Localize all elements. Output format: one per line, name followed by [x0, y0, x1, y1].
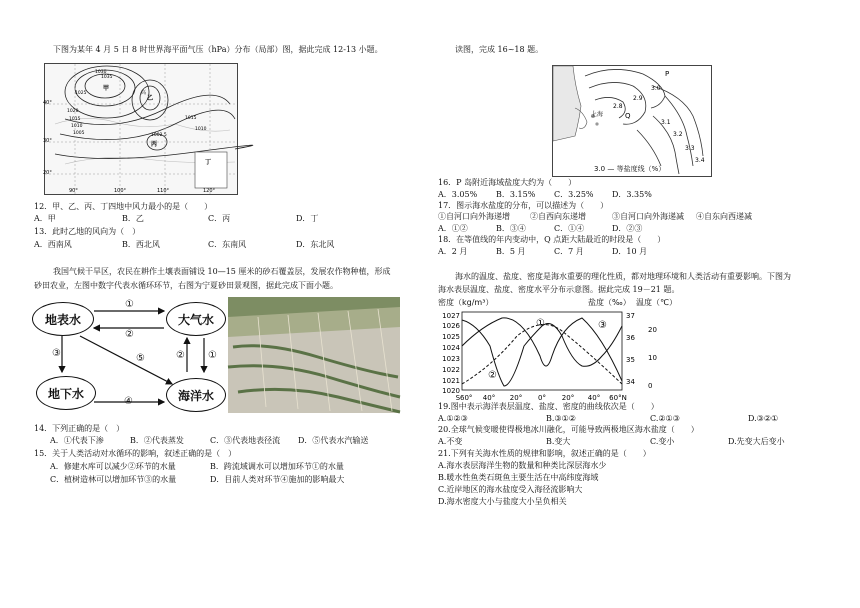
svg-text:S60°	[456, 394, 473, 402]
pressure-map	[44, 63, 238, 195]
q17-stmt-1: ①自河口向外海递增	[438, 212, 510, 221]
q21-opt-d: D.海水密度大小与盐度大小呈负相关	[438, 497, 567, 506]
svg-text:20°	[43, 170, 52, 176]
q13-opt-c: C．东南风	[208, 240, 247, 249]
q20: 20.全球气候变暖使得极地冰川融化，可能导致两极地区海水盐度（ ）	[438, 425, 699, 434]
q17-stmt-3: ③自河口向外海递减	[612, 212, 684, 221]
svg-text:110°	[157, 188, 170, 194]
svg-text:1021	[442, 377, 460, 385]
q12-opt-c: C．丙	[208, 214, 231, 223]
salinity-tick: 37	[626, 312, 635, 320]
q14-opt-c: C．③代表地表径流	[210, 436, 281, 445]
q20-opt-a: A.不变	[438, 437, 463, 446]
q16-opt-d: D．3.35%	[612, 190, 652, 199]
x-tick: S60°	[455, 394, 473, 402]
temperature-tick: 10	[648, 354, 657, 362]
svg-text:40°	[43, 100, 52, 106]
q20-opt-c: C.变小	[650, 437, 675, 446]
svg-text:1030	[95, 69, 107, 75]
isobar-label: 1015	[69, 117, 81, 122]
ocean-properties-chart	[432, 306, 672, 402]
svg-text:1025	[442, 333, 460, 341]
q12-opt-b: B．乙	[122, 214, 144, 223]
q15-opt-d: D．目前人类对环节④施加的影响最大	[210, 475, 345, 484]
temperature-tick: 20	[648, 326, 657, 334]
node-atmospheric-water: 大气水	[166, 302, 226, 336]
svg-text:丁	[205, 159, 211, 166]
q17: 17．图示海水盐度的分布，可以描述为（ ）	[438, 201, 609, 210]
q13: 13．此时乙地的风向为（ ）	[34, 227, 141, 236]
curve-label-1: ①	[536, 318, 545, 329]
svg-text:90°	[69, 188, 78, 194]
q16-opt-c: C．3.25%	[554, 190, 594, 199]
contour-label: 3.2	[673, 131, 683, 138]
lon-label: 120°	[203, 188, 216, 194]
q19: 19.图中表示海洋表层温度、盐度、密度的曲线依次是（ ）	[438, 402, 659, 411]
density-tick: 1023	[442, 355, 460, 363]
cycle-num-2: ②	[125, 329, 134, 340]
q17-opt-c: C．①④	[554, 224, 585, 233]
sand-field-photo	[228, 297, 400, 413]
svg-text:34	[626, 378, 635, 386]
node-surface-water: 地表水	[32, 302, 94, 336]
q12-opt-a: A．甲	[34, 214, 56, 223]
cycle-num-1: ①	[125, 299, 134, 310]
density-tick: 1021	[442, 377, 460, 385]
isobar-label: 1005	[73, 131, 85, 136]
q19-opt-d: D.③②①	[748, 414, 779, 423]
marker-yi: 乙	[147, 95, 154, 102]
q21-opt-b: B.暖水性鱼类石斑鱼主要生活在中高纬度海域	[438, 473, 599, 482]
q21-opt-a: A.海水表层海洋生物的数量和种类比深层海水少	[438, 461, 607, 470]
svg-text:丙	[151, 140, 157, 148]
q17-opt-a: A．①②	[438, 224, 468, 233]
q12: 12．甲、乙、丙、丁四地中风力最小的是（ ）	[34, 202, 213, 211]
svg-text:3.0	[651, 85, 661, 92]
salinity-map	[552, 65, 712, 177]
density-tick: 1020	[442, 387, 460, 395]
isobar-label: 1010	[195, 127, 207, 132]
isobar-label: 1010	[71, 124, 83, 129]
svg-text:20	[648, 326, 657, 334]
q12-opt-d: D．丁	[296, 214, 319, 223]
svg-text:甲	[103, 84, 109, 92]
svg-text:1010	[195, 126, 207, 132]
density-tick: 1027	[442, 312, 460, 320]
svg-text:2.8	[613, 103, 623, 110]
x-tick: 40°	[587, 394, 601, 402]
svg-text:1024	[442, 344, 460, 352]
q15-opt-c: C．植树造林可以增加环节③的水量	[50, 475, 177, 484]
q16: 16．P 岛附近海域盐度大约为（ ）	[438, 178, 577, 187]
svg-text:100°	[114, 188, 127, 194]
svg-text:上海	[591, 110, 603, 118]
marker-jia: 甲	[103, 85, 110, 92]
density-axis-label: 密度（kg/m³）	[438, 298, 494, 307]
q17-stmt-4: ④自东向西递减	[696, 212, 752, 221]
salinity-legend: 3.0 — 等盐度线（%）	[594, 165, 666, 173]
svg-text:③	[598, 320, 607, 331]
contour-label: 3.1	[661, 119, 671, 126]
q13-opt-b: B．西北风	[122, 240, 160, 249]
salinity-tick: 35	[626, 356, 635, 364]
q20-opt-d: D.先变大后变小	[728, 437, 785, 446]
lat-label: 30°	[43, 138, 52, 144]
q18-opt-b: B．5 月	[496, 247, 526, 256]
q17-opt-d: D．②③	[612, 224, 643, 233]
q15-opt-a: A．修建水库可以减少②环节的水量	[50, 462, 176, 471]
q17-opt-b: B．③④	[496, 224, 526, 233]
q21-opt-c: C.近岸地区的海水盐度受入海径流影响大	[438, 485, 583, 494]
svg-text:1026	[442, 322, 460, 330]
q14-opt-a: A．①代表下渗	[50, 436, 104, 445]
temperature-tick: 0	[648, 382, 653, 390]
density-tick: 1025	[442, 333, 460, 341]
x-tick: 20°	[561, 394, 575, 402]
svg-text:高	[141, 89, 146, 96]
lat-label: 40°	[43, 100, 52, 106]
q13-opt-a: A．西南风	[34, 240, 72, 249]
svg-text:10	[648, 354, 657, 362]
isobar-label: 1030	[95, 70, 107, 75]
intro-14-15-line2: 砂田农业，左图中数字代表水循环环节，右图为宁夏砂田景观图，据此完成下面小题。	[34, 281, 338, 290]
curve-label-3: ③	[598, 320, 607, 331]
salinity-axis-label: 盐度（‰）	[588, 298, 631, 307]
water-cycle-diagram	[32, 298, 228, 416]
q18-opt-a: A．2 月	[438, 247, 468, 256]
q21: 21.下列有关海水性质的规律和影响，叙述正确的是（ ）	[438, 449, 651, 458]
svg-text:P	[665, 70, 669, 78]
q16-opt-b: B．3.15%	[496, 190, 536, 199]
isobar-label: 1020	[67, 109, 79, 114]
cycle-num-3: ③	[52, 348, 61, 359]
q18: 18．在等值线的年内变动中，Q 点距大陆最近的时段是（ ）	[438, 235, 666, 244]
svg-text:20°	[510, 394, 522, 402]
svg-text:3.2	[673, 131, 683, 138]
x-tick: 20°	[509, 394, 523, 402]
svg-text:①	[536, 318, 545, 329]
svg-text:0°	[538, 394, 546, 402]
q16-opt-a: A．3.05%	[438, 190, 478, 199]
svg-text:1022	[442, 366, 460, 374]
svg-text:120°	[203, 188, 216, 194]
svg-text:3.1	[661, 119, 671, 126]
intro-19-21-line2: 海水表层温度、盐度、密度水平分布示意图。据此完成 19－21 题。	[438, 285, 680, 294]
lon-label: 110°	[157, 188, 170, 194]
svg-text:35	[626, 356, 635, 364]
cycle-num-5: ⑤	[136, 353, 145, 364]
svg-text:1015	[185, 115, 197, 121]
q18-opt-d: D．10 月	[612, 247, 648, 256]
svg-text:1002.5	[151, 132, 167, 138]
q14: 14．下列正确的是（ ）	[34, 424, 125, 433]
svg-text:乙	[147, 95, 153, 102]
svg-text:1005	[73, 130, 85, 136]
svg-text:40°	[588, 394, 600, 402]
svg-text:1015	[69, 116, 81, 122]
svg-text:30°	[43, 138, 52, 144]
cycle-num-4: ④	[124, 396, 133, 407]
svg-text:20°	[562, 394, 574, 402]
curve-label-2: ②	[488, 370, 497, 381]
point-q: Q	[625, 112, 631, 120]
lat-label: 20°	[43, 170, 52, 176]
svg-text:0	[648, 382, 652, 390]
density-tick: 1026	[442, 322, 460, 330]
svg-text:Q	[625, 112, 631, 120]
q15-opt-b: B．跨流域调水可以增加环节①的水量	[210, 462, 344, 471]
isobar-label: 1015	[185, 116, 197, 121]
q15: 15．关于人类活动对水循环的影响，叙述正确的是（ ）	[34, 449, 237, 458]
x-tick: 0°	[538, 394, 546, 402]
intro-19-21-line1: 海水的温度、盐度、密度是海水重要的理化性质，都对地理环境和人类活动有重要影响。下图为	[455, 272, 791, 281]
contour-label: 3.3	[685, 145, 695, 152]
intro-12-13: 下图为某年 4 月 5 日 8 时世界海平面气压（hPa）分布（局部）图，据此完成 12-13 小题。	[53, 45, 383, 54]
q20-opt-b: B.变大	[546, 437, 571, 446]
q19-opt-a: A.①②③	[438, 414, 468, 423]
marker-ding: 丁	[205, 159, 212, 166]
lon-label: 100°	[114, 188, 127, 194]
q19-opt-b: B.③①②	[546, 414, 576, 423]
salinity-tick: 34	[626, 378, 635, 386]
contour-label: 3.4	[695, 157, 705, 164]
cycle-num-2b: ②	[176, 350, 185, 361]
x-tick: 40°	[482, 394, 496, 402]
x-tick: 60°N	[609, 394, 627, 402]
cycle-num-1b: ①	[208, 350, 217, 361]
q17-stmt-2: ②自西向东递增	[530, 212, 586, 221]
marker-bing: 丙	[151, 141, 158, 148]
svg-text:60°N	[609, 394, 627, 402]
lon-label: 90°	[69, 188, 78, 194]
svg-text:3.4	[695, 157, 705, 164]
svg-text:1025	[75, 90, 87, 96]
svg-text:3.3	[685, 145, 695, 152]
node-groundwater: 地下水	[36, 376, 96, 410]
svg-text:37	[626, 312, 635, 320]
point-p: P	[665, 70, 670, 78]
q19-opt-c: C.②①③	[650, 414, 680, 423]
contour-label: 2.9	[633, 95, 643, 102]
isobar-label: 1025	[75, 91, 87, 96]
density-tick: 1022	[442, 366, 460, 374]
svg-text:1027	[442, 312, 460, 320]
contour-label: 2.8	[613, 103, 623, 110]
svg-text:②	[488, 370, 497, 381]
node-ocean-water: 海洋水	[166, 378, 226, 412]
intro-16-18: 读图，完成 16~18 题。	[455, 45, 544, 54]
low-label: 1002.5	[151, 133, 167, 138]
q13-opt-d: D．东北风	[296, 240, 335, 249]
q14-opt-d: D．⑤代表水汽输送	[298, 436, 369, 445]
isobar-label: 1035	[101, 75, 113, 80]
svg-text:2.9	[633, 95, 643, 102]
temperature-axis-label: 温度（℃）	[636, 298, 677, 307]
contour-label: 3.0	[651, 85, 661, 92]
svg-text:36	[626, 334, 635, 342]
svg-text:40°	[483, 394, 495, 402]
svg-text:1023	[442, 355, 460, 363]
svg-text:1020	[67, 108, 79, 114]
salinity-tick: 36	[626, 334, 635, 342]
density-tick: 1024	[442, 344, 460, 352]
intro-14-15-line1: 我国气候干旱区，农民在耕作土壤表面铺设 10—15 厘米的砂石覆盖层，发展农作物种植，形成	[53, 267, 391, 276]
svg-text:1010	[71, 123, 83, 129]
q14-opt-b: B．②代表蒸发	[130, 436, 184, 445]
q18-opt-c: C．7 月	[554, 247, 584, 256]
city-label: 上海	[591, 111, 604, 118]
high-label: 高	[141, 90, 147, 96]
